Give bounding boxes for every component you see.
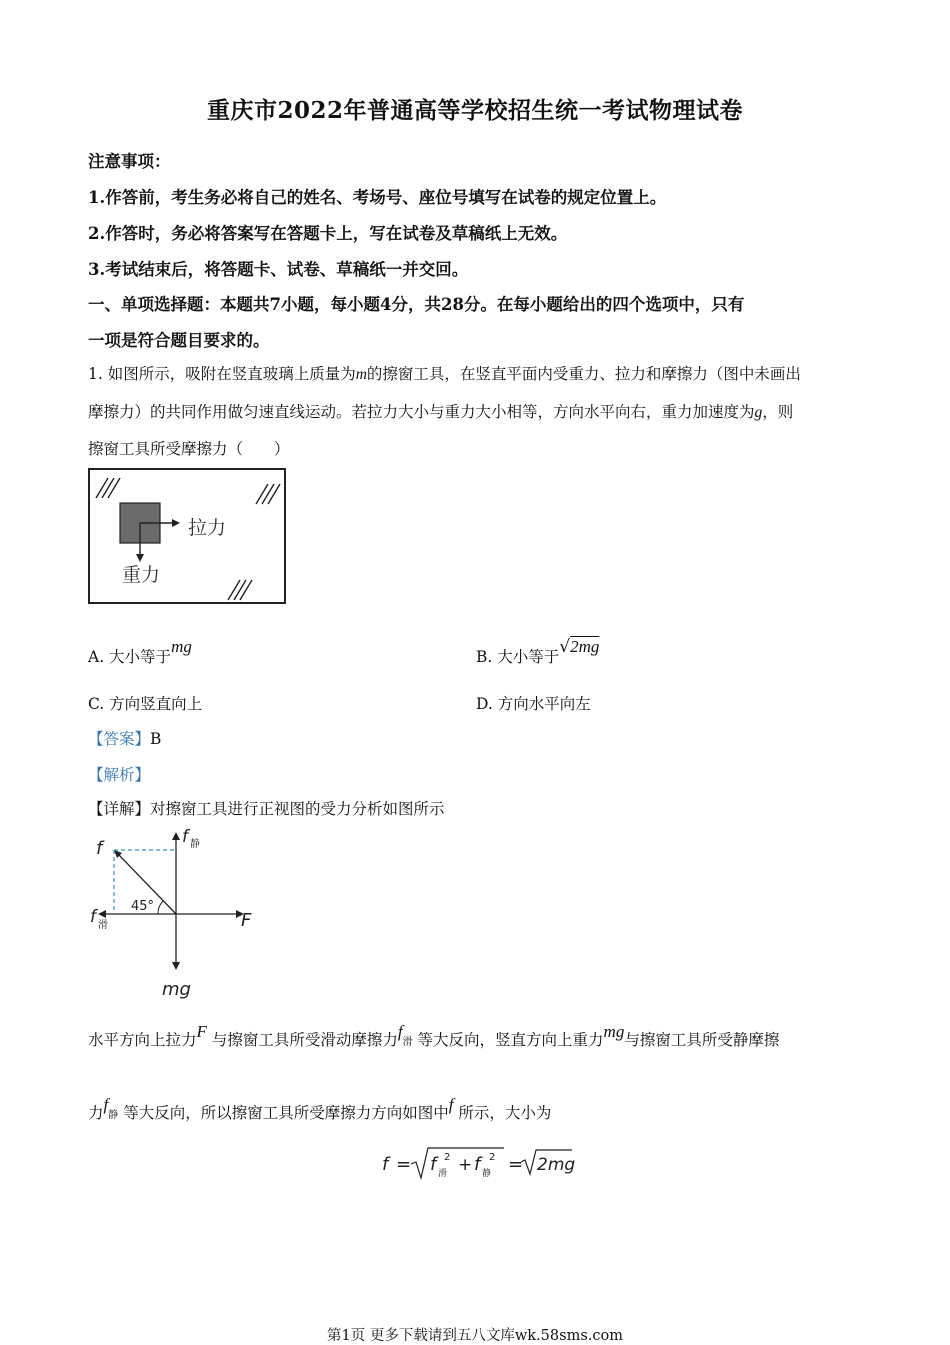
gravity-label: 重力 bbox=[122, 564, 161, 586]
option-a: A. 大小等于mg bbox=[88, 637, 192, 666]
svg-text:f: f bbox=[382, 1154, 389, 1175]
window-figure bbox=[88, 468, 288, 606]
page-title: 重庆市2022年普通高等学校招生统一考试物理试卷 bbox=[206, 97, 743, 124]
f-slide-sub: 滑 bbox=[98, 920, 108, 931]
mg-label: mg bbox=[162, 979, 191, 1000]
question-line-3: 擦窗工具所受摩擦力（ ） bbox=[88, 440, 290, 458]
svg-text:=: = bbox=[508, 1154, 524, 1175]
f-static-label: f bbox=[182, 827, 188, 847]
F-label: F bbox=[241, 910, 252, 931]
notice-item-3: 3.考试结束后，将答题卡、试卷、草稿纸一并交回。 bbox=[88, 260, 469, 279]
svg-text:滑: 滑 bbox=[438, 1169, 448, 1179]
option-b: B. 大小等于√2mg bbox=[476, 637, 600, 666]
svg-text:=: = bbox=[396, 1154, 412, 1175]
answer-line bbox=[88, 727, 161, 749]
svg-text:2: 2 bbox=[444, 1152, 451, 1163]
f-slide-label: f bbox=[90, 907, 96, 927]
section-heading-line2: 一项是符合题目要求的。 bbox=[88, 331, 270, 350]
detail-line: 【详解】对擦窗工具进行正视图的受力分析如图所示 bbox=[88, 800, 445, 818]
page-footer: 第1页 更多下载请到五八文库wk.58sms.com bbox=[327, 1328, 623, 1344]
svg-text:2: 2 bbox=[489, 1152, 496, 1163]
answer-tag: 【答案】 bbox=[88, 730, 151, 748]
analysis-tag: 【解析】 bbox=[88, 766, 151, 784]
notice-heading: 注意事项： bbox=[88, 152, 171, 171]
option-d: D. 方向水平向左 bbox=[476, 695, 591, 713]
explanation-line-1: 水平方向上拉力F 与擦窗工具所受滑动摩擦力f滑 等大反向，竖直方向上重力mg与擦窗工具所受静摩擦 bbox=[88, 1022, 780, 1049]
svg-text:+: + bbox=[458, 1155, 473, 1175]
answer-value: B bbox=[150, 730, 162, 748]
notice-item-2: 2.作答时，务必将答案写在答题卡上，写在试卷及草稿纸上无效。 bbox=[88, 224, 568, 243]
svg-text:静: 静 bbox=[482, 1169, 492, 1179]
section-heading-line1: 一、单项选择题：本题共7小题，每小题4分，共28分。在每小题给出的四个选项中，只有 bbox=[88, 295, 745, 314]
f-label: f bbox=[96, 838, 103, 859]
angle-label: 45° bbox=[131, 899, 155, 914]
notice-item-1: 1.作答前，考生务必将自己的姓名、考场号、座位号填写在试卷的规定位置上。 bbox=[88, 188, 667, 207]
friction-formula bbox=[376, 1142, 576, 1186]
question-line-2: 摩擦力）的共同作用做匀速直线运动。若拉力大小与重力大小相等，方向水平向右，重力加速度为g，则 bbox=[88, 403, 794, 421]
svg-text:f: f bbox=[474, 1154, 481, 1175]
svg-text:2mg: 2mg bbox=[537, 1155, 576, 1175]
explanation-line-2: 力f静 等大反向，所以擦窗工具所受摩擦力方向如图中f 所示，大小为 bbox=[88, 1095, 552, 1122]
force-diagram bbox=[86, 822, 266, 1002]
question-line-1: 1. 如图所示，吸附在竖直玻璃上质量为m的擦窗工具，在竖直平面内受重力、拉力和摩擦力（图中未画出 bbox=[88, 365, 801, 383]
svg-text:f: f bbox=[430, 1154, 437, 1175]
f-static-sub: 静 bbox=[190, 839, 200, 850]
option-c: C. 方向竖直向上 bbox=[88, 695, 203, 713]
pull-force-label: 拉力 bbox=[188, 517, 227, 539]
